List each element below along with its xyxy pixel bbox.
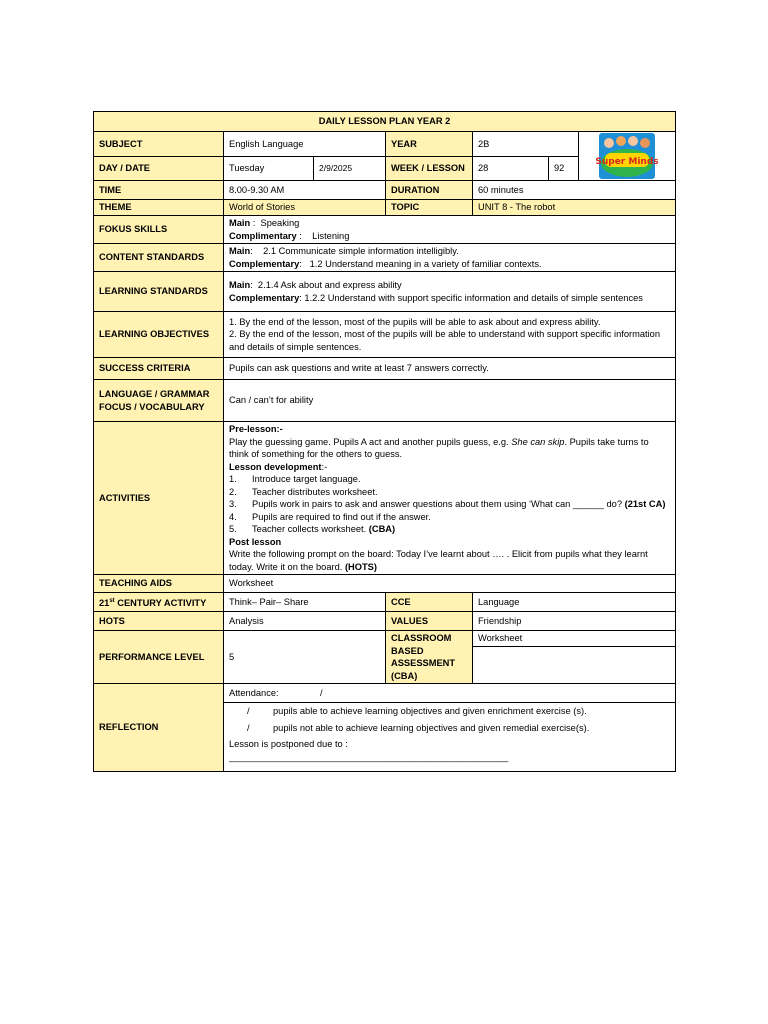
year-label: YEAR xyxy=(386,132,473,157)
pre-text-example: She can skip xyxy=(511,436,565,447)
content-standards-value xyxy=(224,244,676,272)
subject-value: English Language xyxy=(224,132,386,157)
success-criteria-value: Pupils can ask questions and write at least 7 answers correctly. xyxy=(224,358,676,380)
attendance-text: Attendance: / xyxy=(229,688,323,698)
list-item xyxy=(229,523,670,536)
post-text: Write the following prompt on the board: Today I’ve learnt about …. . Elicit from pupils what they learnt today. Write it on the board. xyxy=(229,549,648,572)
content-standards-label: CONTENT STANDARDS xyxy=(94,244,224,272)
performance-level-value: 5 xyxy=(224,631,386,684)
list-item xyxy=(229,486,670,499)
achieve-slash: / xyxy=(247,706,250,716)
content-main-value: : 2.1 Communicate simple information intelligibly. xyxy=(250,246,459,256)
cba-value-text: Worksheet xyxy=(473,631,675,647)
step-number: 4. xyxy=(229,511,237,522)
lesson-dev-suffix: :- xyxy=(321,461,328,472)
success-criteria-label: SUCCESS CRITERIA xyxy=(94,358,224,380)
date-value: 2/9/2025 xyxy=(314,156,386,181)
focus-main-label: Main xyxy=(229,218,251,228)
day-value: Tuesday xyxy=(224,156,314,181)
logo-text: Super Minds xyxy=(595,157,659,167)
pre-lesson-text xyxy=(229,436,670,461)
values-label: VALUES xyxy=(386,612,473,631)
post-tag: (HOTS) xyxy=(344,561,377,572)
page-title: DAILY LESSON PLAN YEAR 2 xyxy=(94,112,676,132)
super-minds-logo xyxy=(595,133,659,179)
cba-empty-row xyxy=(473,647,675,659)
step-text: Introduce target language. xyxy=(252,474,361,484)
learning-objectives-label: LEARNING OBJECTIVES xyxy=(94,312,224,358)
objective-item: 1. By the end of the lesson, most of the pupils will be able to ask about and express ability. xyxy=(229,316,601,327)
step-number: 2. xyxy=(229,486,237,497)
reflection-body xyxy=(224,703,675,765)
week-lesson-label: WEEK / LESSON xyxy=(386,156,473,181)
ls-comp-label: Complementary xyxy=(229,292,300,303)
content-comp-value: : 1.2 Understand meaning in a variety of familiar contexts. xyxy=(299,258,542,269)
teaching-aids-value: Worksheet xyxy=(224,575,676,593)
reflection-label: REFLECTION xyxy=(94,684,224,772)
objective-item: 2. By the end of the lesson, most of the pupils will be able to understand with support specific information and details of simple sentences. xyxy=(229,329,660,352)
century-sup: st xyxy=(109,597,115,604)
hots-value: Analysis xyxy=(224,612,386,631)
ls-comp-value: : 1.2.2 Understand with support specific information and details of simple sentences xyxy=(299,292,643,303)
step-number: 5. xyxy=(229,524,237,534)
focus-skills-value xyxy=(224,216,676,244)
achieve-text: pupils able to achieve learning objectives and given enrichment exercise (s). xyxy=(273,706,587,716)
pre-text-a: Play the guessing game. Pupils A act and another pupils guess, e.g. xyxy=(229,436,512,447)
topic-label: TOPIC xyxy=(386,200,473,216)
step-tag: (CBA) xyxy=(368,524,396,534)
language-focus-label: LANGUAGE / GRAMMAR FOCUS / VOCABULARY xyxy=(94,380,224,422)
cba-label: CLASSROOM BASED ASSESSMENT (CBA) xyxy=(386,631,473,684)
cce-label: CCE xyxy=(386,593,473,612)
week-value: 28 xyxy=(473,156,549,181)
time-label: TIME xyxy=(94,181,224,200)
postponed-label: Lesson is postponed due to : xyxy=(229,739,348,749)
step-number: 1. xyxy=(229,474,237,484)
learning-standards-label: LEARNING STANDARDS xyxy=(94,272,224,312)
century-text: CENTURY ACTIVITY xyxy=(114,597,207,608)
cba-value xyxy=(473,631,676,684)
activities-value xyxy=(224,422,676,575)
step-text: Teacher distributes worksheet. xyxy=(252,486,378,497)
century-activity-label xyxy=(94,593,224,612)
theme-value: World of Stories xyxy=(224,200,386,216)
century-activity-value: Think– Pair– Share xyxy=(224,593,386,612)
step-text: Pupils are required to find out if the answer. xyxy=(252,511,431,522)
focus-comp-label: Complimentary xyxy=(229,230,297,241)
ls-main-label: Main xyxy=(229,280,251,290)
lesson-value: 92 xyxy=(549,156,579,181)
learning-standards-value xyxy=(224,272,676,312)
attendance-row xyxy=(224,684,675,703)
duration-label: DURATION xyxy=(386,181,473,200)
post-lesson-text xyxy=(229,548,670,573)
step-text: Teacher collects worksheet. xyxy=(252,524,369,534)
teaching-aids-label: TEACHING AIDS xyxy=(94,575,224,593)
theme-label: THEME xyxy=(94,200,224,216)
focus-main-value: : Speaking xyxy=(250,218,300,228)
list-item xyxy=(229,498,670,511)
focus-comp-value: : Listening xyxy=(296,230,350,241)
time-value: 8.00-9.30 AM xyxy=(224,181,386,200)
values-value: Friendship xyxy=(473,612,676,631)
not-achieve-text: pupils not able to achieve learning objectives and given remedial exercise(s). xyxy=(273,722,590,733)
year-value: 2B xyxy=(473,132,579,157)
step-text: Pupils work in pairs to ask and answer questions about them using ‘What can ______ do? xyxy=(252,499,625,509)
pre-lesson-label: Pre-lesson:- xyxy=(229,424,283,434)
language-focus-value: Can / can’t for ability xyxy=(224,380,676,422)
subject-label: SUBJECT xyxy=(94,132,224,157)
century-num: 21 xyxy=(99,597,110,608)
reflection-value xyxy=(224,684,676,772)
step-tag: (21st CA) xyxy=(624,499,666,509)
performance-level-label: PERFORMANCE LEVEL xyxy=(94,631,224,684)
activities-label: ACTIVITIES xyxy=(94,422,224,575)
list-item xyxy=(229,473,670,486)
duration-value: 60 minutes xyxy=(473,181,676,200)
hots-label: HOTS xyxy=(94,612,224,631)
pre-text-b: . Pupils take turns to think of something for the others to guess. xyxy=(229,436,649,459)
day-date-label: DAY / DATE xyxy=(94,156,224,181)
logo-cell xyxy=(579,132,676,181)
lesson-dev-label: Lesson development xyxy=(229,461,322,472)
list-item xyxy=(229,511,670,524)
content-comp-label: Complementary xyxy=(229,258,300,269)
step-number: 3. xyxy=(229,499,237,509)
not-achieve-slash: / xyxy=(247,722,250,733)
learning-objectives-value xyxy=(224,312,676,358)
lesson-plan-table xyxy=(93,111,676,772)
content-main-label: Main xyxy=(229,246,251,256)
postponed-line: ______________________________________________________ xyxy=(229,751,509,762)
post-lesson-label: Post lesson xyxy=(229,536,282,547)
topic-value: UNIT 8 - The robot xyxy=(473,200,676,216)
not-achieve-row xyxy=(229,722,670,735)
ls-main-value: : 2.1.4 Ask about and express ability xyxy=(250,280,402,290)
focus-skills-label: FOKUS SKILLS xyxy=(94,216,224,244)
achieve-row xyxy=(229,705,670,718)
cce-value: Language xyxy=(473,593,676,612)
